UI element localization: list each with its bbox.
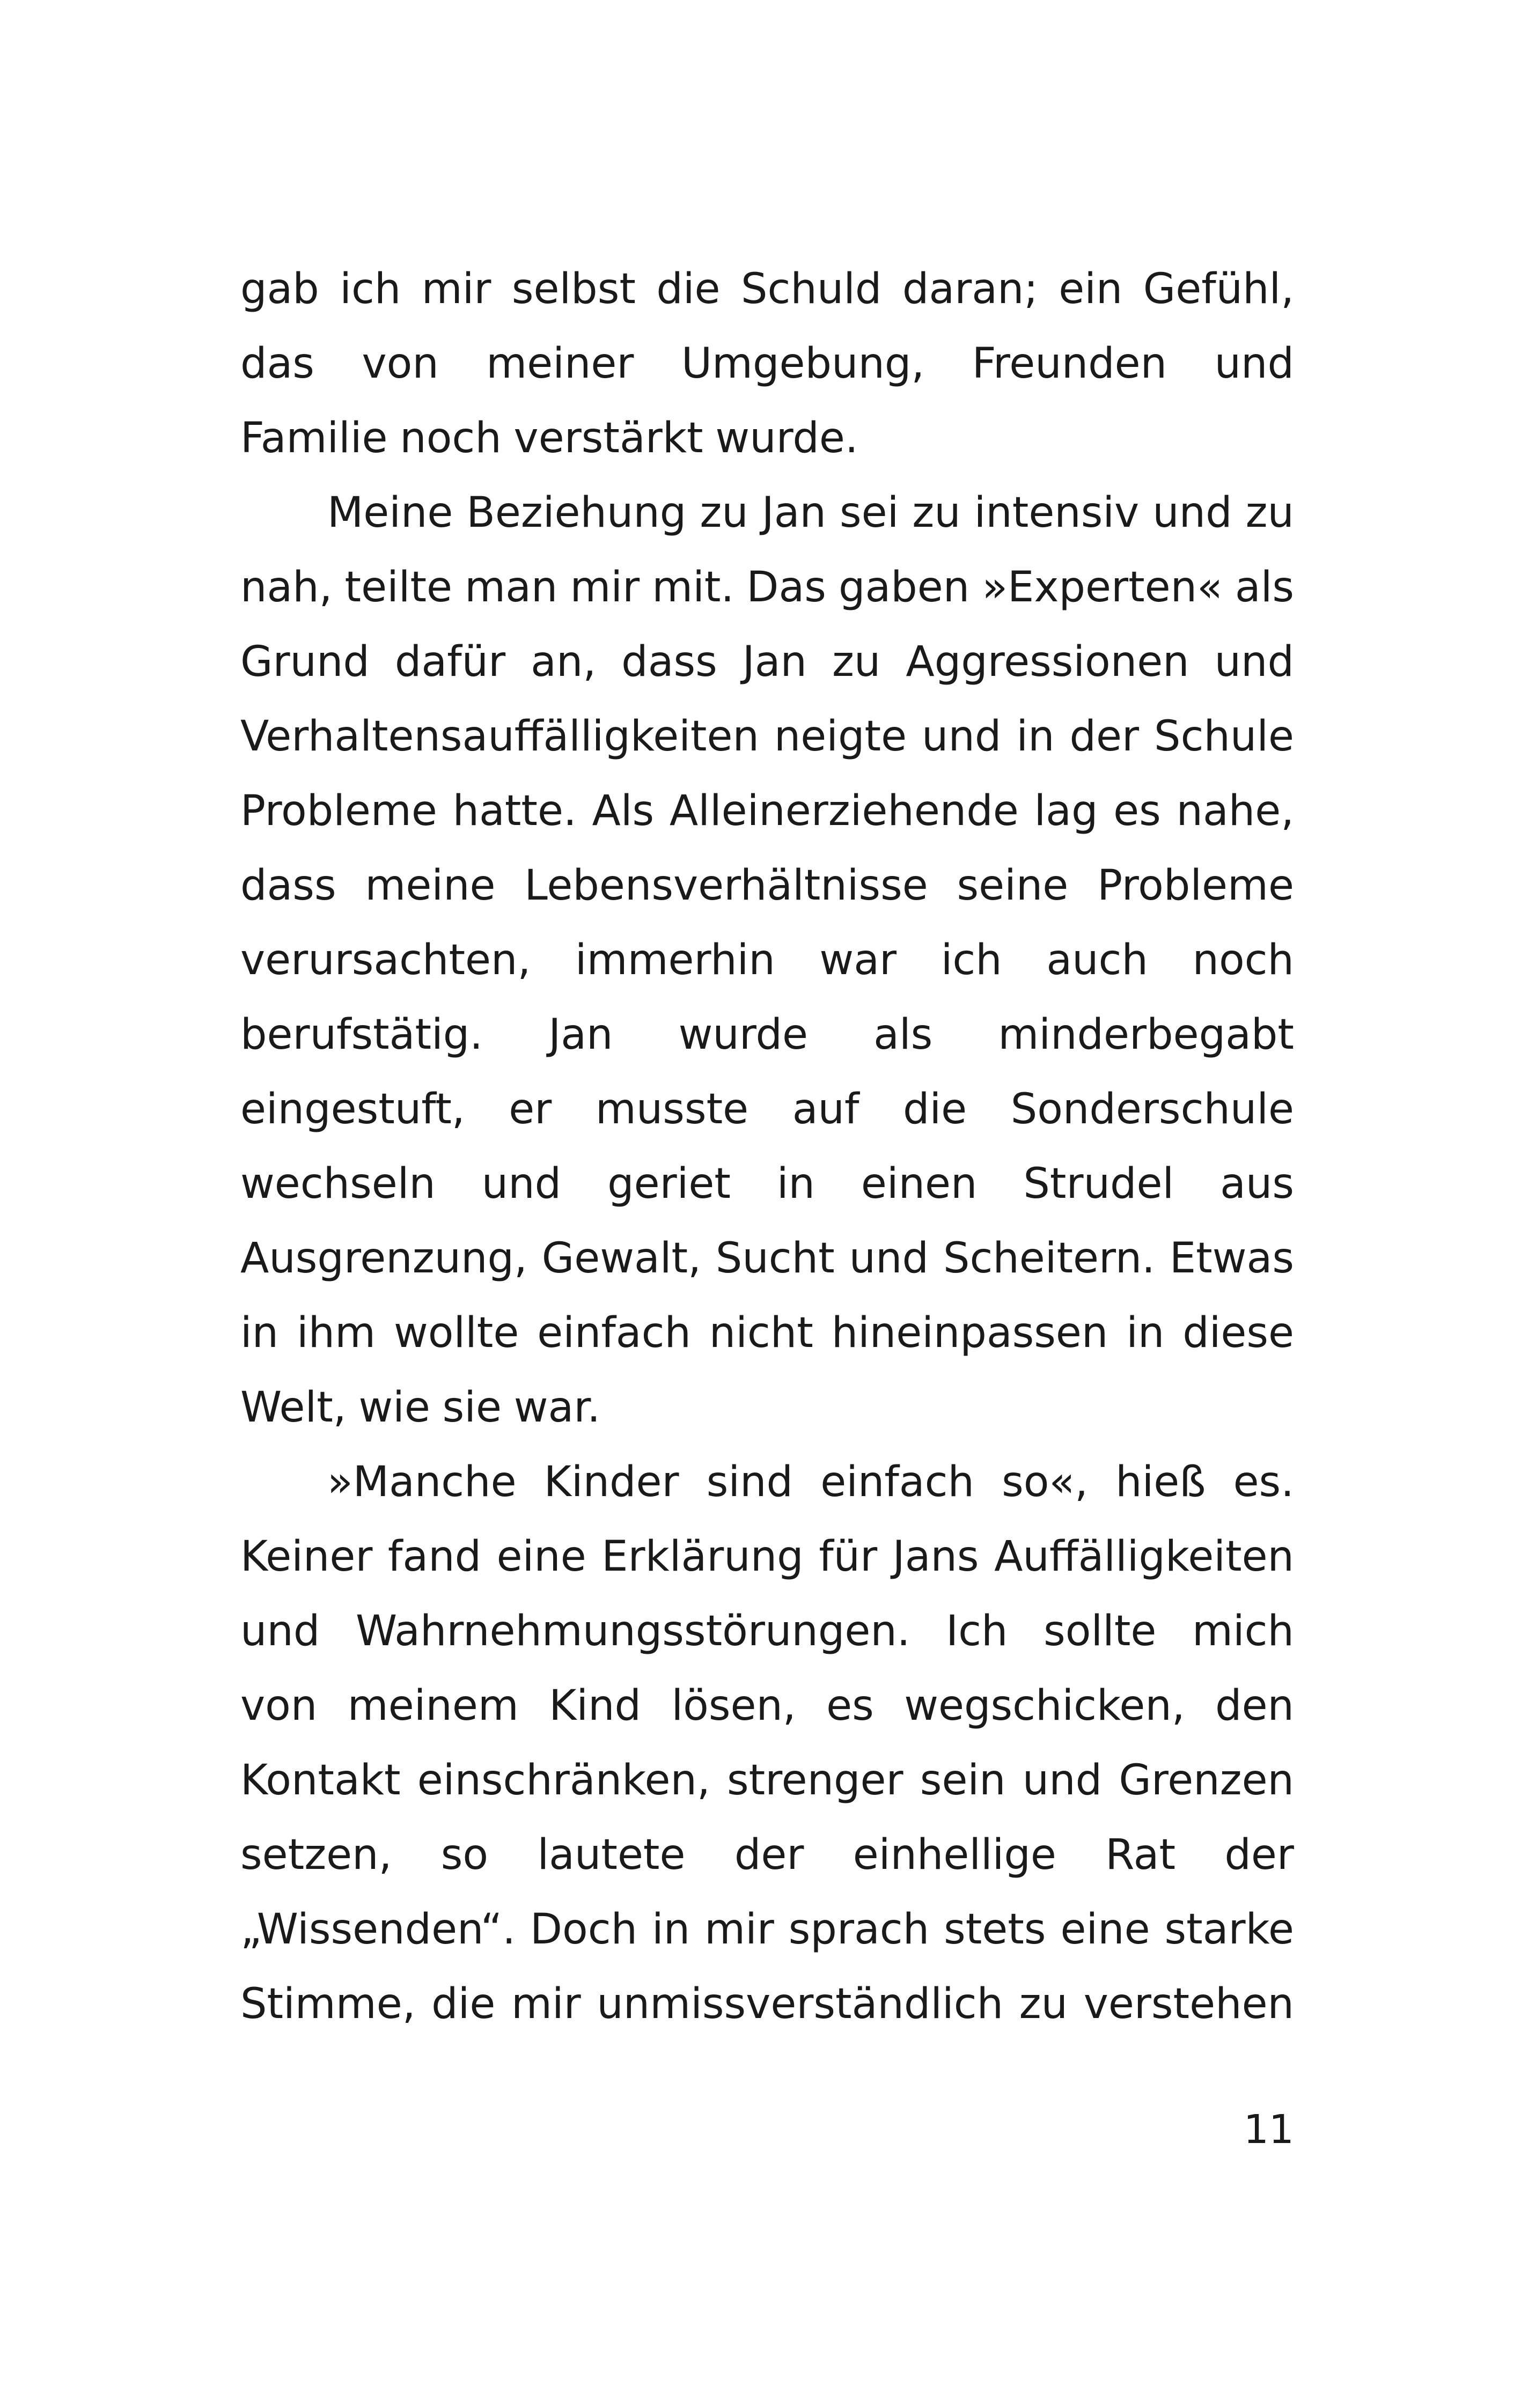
paragraph-2 bbox=[240, 476, 1294, 1445]
text-line: Stimme, die mir unmissverständlich zu verstehen bbox=[240, 1980, 1294, 2028]
paragraph-1 bbox=[240, 252, 1294, 476]
text-line: Probleme hatte. Als Alleinerziehende lag es nahe, bbox=[240, 787, 1294, 835]
text-line: „Wissenden“. Doch in mir sprach stets eine starke bbox=[240, 1905, 1294, 1954]
text-line: Verhaltensauffälligkeiten neigte und in der Schule bbox=[240, 712, 1294, 761]
paragraph-3 bbox=[240, 1445, 1294, 2042]
text-line: »Manche Kinder sind einfach so«, hieß es. bbox=[327, 1458, 1294, 1506]
text-line: das von meiner Umgebung, Freunden und bbox=[240, 340, 1294, 388]
page-number: 11 bbox=[1243, 2107, 1294, 2153]
text-line: in ihm wollte einfach nicht hineinpassen in diese bbox=[240, 1309, 1294, 1357]
body-text bbox=[240, 252, 1294, 2042]
text-line: wechseln und geriet in einen Strudel aus bbox=[240, 1160, 1294, 1208]
text-line: Familie noch verstärkt wurde. bbox=[240, 414, 858, 462]
text-line: nah, teilte man mir mit. Das gaben »Experten« als bbox=[240, 563, 1294, 612]
text-line: verursachten, immerhin war ich auch noch bbox=[240, 936, 1294, 984]
text-line: dass meine Lebensverhältnisse seine Probleme bbox=[240, 861, 1294, 910]
text-line: Ausgrenzung, Gewalt, Sucht und Scheitern. Etwas bbox=[240, 1234, 1294, 1283]
text-line: berufstätig. Jan wurde als minderbegabt bbox=[240, 1011, 1294, 1059]
text-line: Kontakt einschränken, strenger sein und Grenzen bbox=[240, 1756, 1294, 1805]
text-line: Welt, wie sie war. bbox=[240, 1383, 601, 1432]
text-line: Keiner fand eine Erklärung für Jans Auffälligkeiten bbox=[240, 1533, 1294, 1581]
text-line: gab ich mir selbst die Schuld daran; ein Gefühl, bbox=[240, 265, 1294, 313]
text-line: eingestuft, er musste auf die Sonderschule bbox=[240, 1085, 1294, 1133]
text-line: setzen, so lautete der einhellige Rat der bbox=[240, 1831, 1294, 1879]
text-line: und Wahrnehmungsstörungen. Ich sollte mich bbox=[240, 1607, 1294, 1655]
text-line: Meine Beziehung zu Jan sei zu intensiv und zu bbox=[327, 489, 1294, 537]
text-line: von meinem Kind lösen, es wegschicken, den bbox=[240, 1682, 1294, 1730]
text-line: Grund dafür an, dass Jan zu Aggressionen und bbox=[240, 638, 1294, 686]
